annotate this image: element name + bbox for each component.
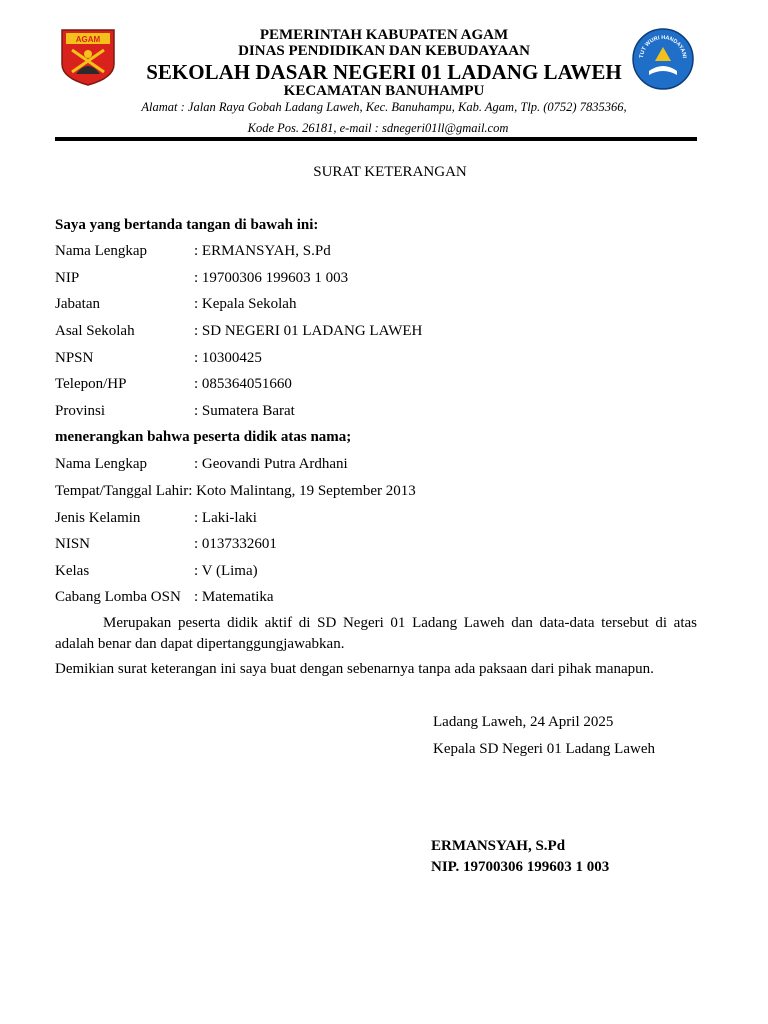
field-label: NISN [55,536,91,552]
signature-position: Kepala SD Negeri 01 Ladang Laweh [433,741,655,757]
field-value: : SD NEGERI 01 LADANG LAWEH [194,323,423,339]
field-value: : Geovandi Putra Ardhani [194,456,348,472]
school-address: Alamat : Jalan Raya Gobah Ladang Laweh, Kec. Banuhampu, Kab. Agam, Tlp. (0752) 7835366, [141,100,627,114]
school-postal-email: Kode Pos. 26181, e-mail : sdnegeri01ll@gmail.com [247,121,509,135]
header-line1: PEMERINTAH KABUPATEN AGAM [259,27,509,43]
field-value: : 085364051660 [194,376,292,392]
field-value: : Kepala Sekolah [194,296,297,312]
student-field-birth [55,483,416,500]
signer-field-province [55,403,295,420]
field-label: Nama Lengkap [55,456,148,472]
signer-field-phone [55,376,292,393]
field-label: Cabang Lomba OSN [55,589,181,605]
student-field-competition [55,589,274,606]
field-value: : 10300425 [194,350,262,366]
field-label: Kelas [55,563,90,579]
student-field-class [55,563,258,580]
field-value: : 19700306 199603 1 003 [194,270,349,286]
signer-intro: Saya yang bertanda tangan di bawah ini: [55,217,319,233]
student-field-name [55,456,348,473]
field-value: : V (Lima) [194,563,258,579]
student-intro: menerangkan bahwa peserta didik atas nama; [55,429,352,445]
field-label: Nama Lengkap [55,243,148,259]
field-label: Jenis Kelamin [55,510,141,526]
field-value: : 0137332601 [194,536,277,552]
closing-paragraph: Demikian surat keterangan ini saya buat dengan sebenarnya tanpa ada paksaan dari pihak manapun. [55,661,654,677]
field-label: Tempat/Tanggal Lahir [55,483,189,499]
field-value: : ERMANSYAH, S.Pd [194,243,331,259]
student-field-gender [55,510,257,527]
signer-field-position [55,296,296,313]
statement-paragraph: Merupakan peserta didik aktif di SD Negeri 01 Ladang Laweh dan data-data tersebut di atas adalah benar dan dapat dipertanggungjawabkan. [55,615,697,652]
field-value: : Sumatera Barat [194,403,295,419]
field-label: NPSN [55,350,94,366]
signature-name: ERMANSYAH, S.Pd [431,838,566,854]
field-value: : Laki-laki [194,510,257,526]
school-name: SEKOLAH DASAR NEGERI 01 LADANG LAWEH [146,60,622,84]
field-value: : Matematika [194,589,274,605]
signer-field-name [55,243,331,260]
letter-title: SURAT KETERANGAN [313,164,467,180]
agam-logo-text: AGAM [75,35,101,44]
header-line2: DINAS PENDIDIKAN DAN KEBUDAYAAN [238,43,530,59]
signature-place-date: Ladang Laweh, 24 April 2025 [433,714,614,730]
field-label: Provinsi [55,403,106,419]
signer-field-nip [55,270,348,287]
field-label: Jabatan [55,296,100,312]
signer-field-npsn [55,350,262,367]
field-value: : Koto Malintang, 19 September 2013 [188,483,416,499]
signer-field-school [55,323,422,340]
header-divider [55,137,697,141]
field-label: Asal Sekolah [55,323,135,339]
tut-wuri-logo-text: TUT WURI HANDAYANI [638,34,687,59]
student-field-nisn [55,536,277,553]
district-name: KECAMATAN BANUHAMPU [283,83,485,99]
signature-nip: NIP. 19700306 199603 1 003 [431,859,610,875]
field-label: Telepon/HP [55,376,127,392]
field-label: NIP [55,270,80,286]
